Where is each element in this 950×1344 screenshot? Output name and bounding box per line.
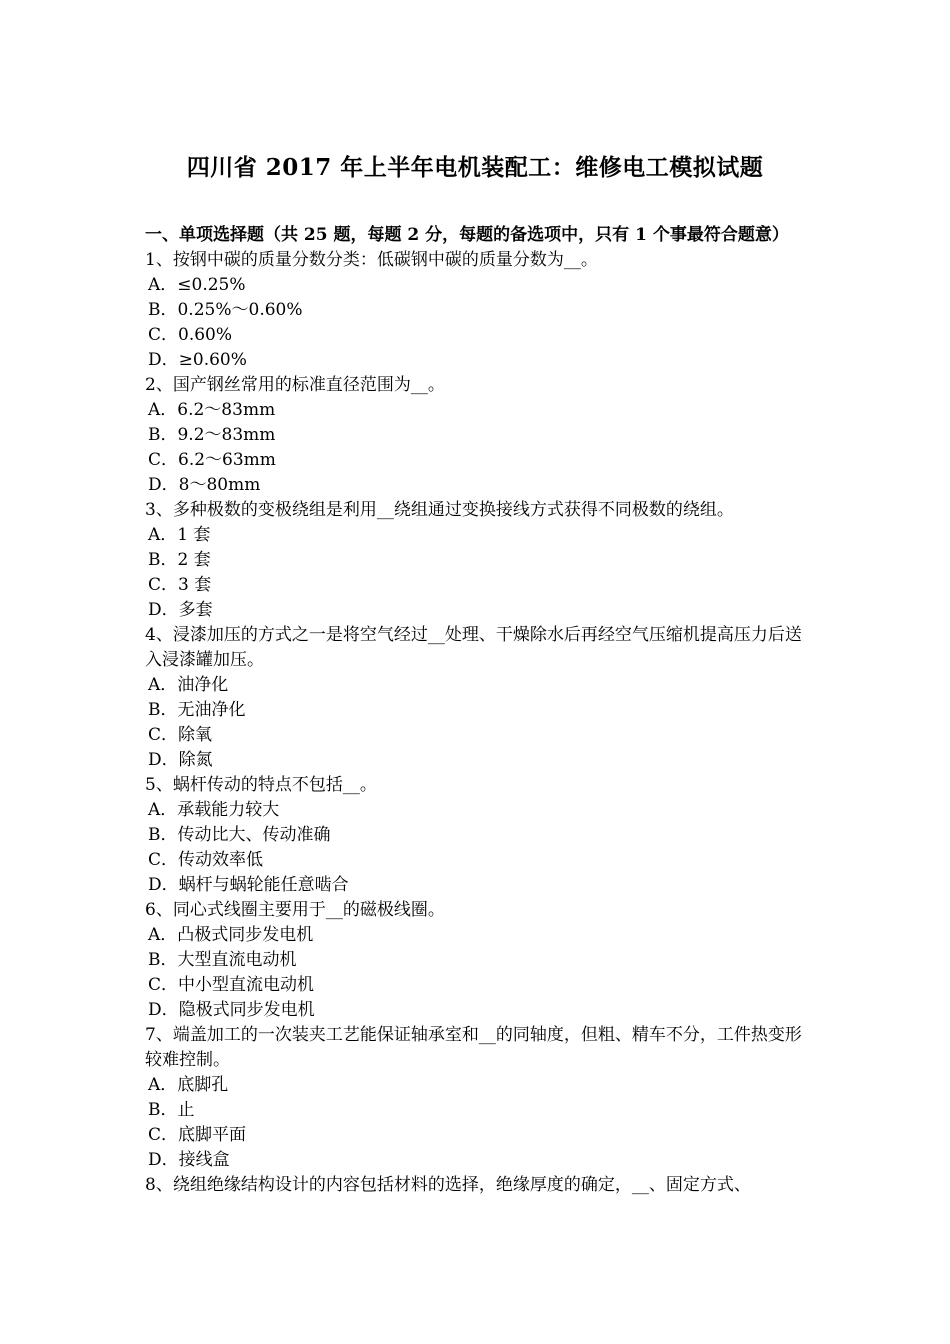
option-d: D．多套 <box>148 600 213 620</box>
option-c: C．除氧 <box>148 725 213 745</box>
option-b: B．9.2～83mm <box>148 425 276 445</box>
option-c: C．中小型直流电动机 <box>148 975 315 995</box>
section-header: 一、单项选择题（共 25 题，每题 2 分，每题的备选项中，只有 1 个事最符合题意） <box>145 225 789 245</box>
option-c: C．底脚平面 <box>148 1125 247 1145</box>
option-d: D．≥0.60% <box>148 350 247 370</box>
option-a: A．6.2～83mm <box>148 400 276 420</box>
option-a: A．1 套 <box>148 525 211 545</box>
question-2 <box>145 373 815 498</box>
option-b: B．0.25%～0.60% <box>148 300 303 320</box>
option-d: D．蜗杆与蜗轮能任意啮合 <box>148 875 349 895</box>
option-b: B．传动比大、传动准确 <box>148 825 331 845</box>
option-b: B．2 套 <box>148 550 211 570</box>
question-text: 8、绕组绝缘结构设计的内容包括材料的选择，绝缘厚度的确定，__、固定方式、 <box>145 1175 751 1195</box>
option-a: A．油净化 <box>148 675 229 695</box>
question-text: 2、国产钢丝常用的标准直径范围为__。 <box>145 375 445 395</box>
option-d: D．除氮 <box>148 750 213 770</box>
question-text: 4、浸漆加压的方式之一是将空气经过__处理、干燥除水后再经空气压缩机提高压力后送入浸漆罐加压。 <box>145 625 802 670</box>
question-5 <box>145 773 815 898</box>
option-b: B．无油净化 <box>148 700 246 720</box>
option-b: B．大型直流电动机 <box>148 950 297 970</box>
document-body <box>145 223 815 1198</box>
question-7 <box>145 1023 815 1173</box>
option-d: D．8～80mm <box>148 475 261 495</box>
question-text: 3、多种极数的变极绕组是利用__绕组通过变换接线方式获得不同极数的绕组。 <box>145 500 734 520</box>
question-6 <box>145 898 815 1023</box>
option-d: D．接线盒 <box>148 1150 230 1170</box>
question-text: 7、端盖加工的一次装夹工艺能保证轴承室和__的同轴度，但粗、精车不分，工件热变形较难控制。 <box>145 1025 802 1070</box>
option-a: A．≤0.25% <box>148 275 246 295</box>
option-a: A．凸极式同步发电机 <box>148 925 314 945</box>
question-1 <box>145 248 815 373</box>
option-a: A．承载能力较大 <box>148 800 280 820</box>
question-8 <box>145 1173 815 1198</box>
option-b: B．止 <box>148 1100 195 1120</box>
option-c: C．3 套 <box>148 575 212 595</box>
option-a: A．底脚孔 <box>148 1075 229 1095</box>
option-c: C．0.60% <box>148 325 233 345</box>
question-4 <box>145 623 815 773</box>
option-c: C．6.2～63mm <box>148 450 276 470</box>
option-c: C．传动效率低 <box>148 850 264 870</box>
question-3 <box>145 498 815 623</box>
question-text: 5、蜗杆传动的特点不包括__。 <box>145 775 377 795</box>
question-text: 1、按钢中碳的质量分数分类：低碳钢中碳的质量分数为__。 <box>145 250 598 270</box>
document-title: 四川省 2017 年上半年电机装配工：维修电工模拟试题 <box>186 154 764 181</box>
option-d: D．隐极式同步发电机 <box>148 1000 315 1020</box>
question-text: 6、同心式线圈主要用于__的磁极线圈。 <box>145 900 445 920</box>
